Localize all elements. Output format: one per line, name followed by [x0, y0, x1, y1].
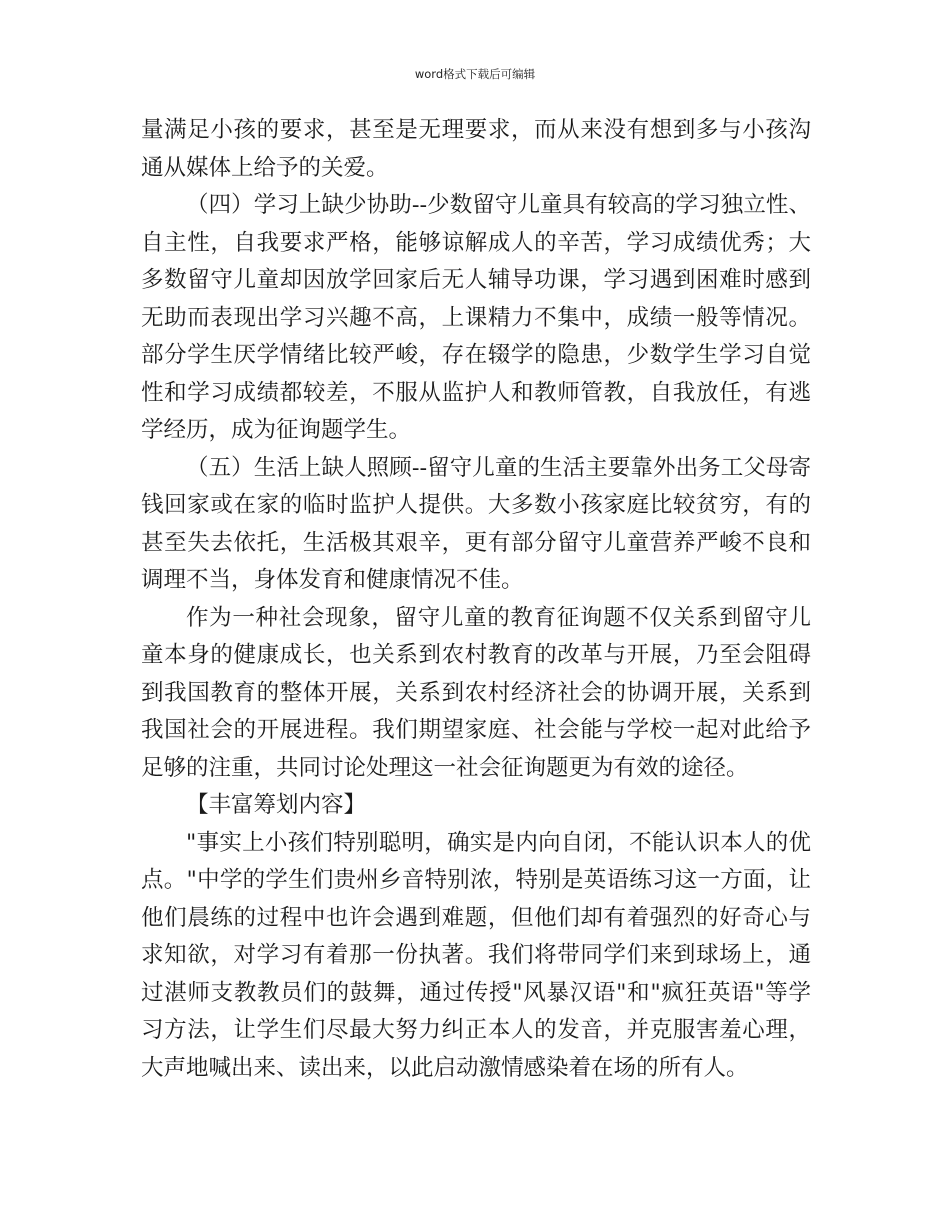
- paragraph-social-phenomenon: 作为一种社会现象，留守儿童的教育征询题不仅关系到留守儿童本身的健康成长，也关系到农村教育的改革与开展，乃至会阻碍到我国教育的整体开展，关系到农村经济社会的协调开展，关系到我国社会的开展进程。我们期望家庭、社会能与学校一起对此给予足够的注重，共同讨论处理这一社会征询题更为有效的途径。: [141, 604, 811, 781]
- paragraph-life-care: （五）生活上缺人照顾--留守儿童的生活主要靠外出务工父母寄钱回家或在家的临时监护人提供。大多数小孩家庭比较贫穷，有的甚至失去依托，生活极其艰辛，更有部分留守儿童营养严峻不良和调理不当，身体发育和健康情况不佳。: [141, 454, 811, 593]
- paragraph-study-support: （四）学习上缺少协助--少数留守儿童具有较高的学习独立性、自主性，自我要求严格，能够谅解成人的辛苦，学习成绩优秀；大多数留守儿童却因放学回家后无人辅导功课，学习遇到困难时感到无助而表现出学习兴趣不高，上课精力不集中，成绩一般等情况。部分学生厌学情绪比较严峻，存在辍学的隐患，少数学生学习自觉性和学习成绩都较差，不服从监护人和教师管教，自我放任，有逃学经历，成为征询题学生。: [141, 192, 811, 443]
- document-body: [141, 112, 811, 1087]
- page-header: word格式下载后可编辑: [414, 67, 536, 81]
- section-heading: 【丰富筹划内容】: [186, 792, 367, 818]
- paragraph-continuation: 量满足小孩的要求，甚至是无理要求，而从来没有想到多与小孩沟通从媒体上给予的关爱。: [141, 117, 811, 181]
- paragraph-plan-content: "事实上小孩们特别聪明，确实是内向自闭，不能认识本人的优点。"中学的学生们贵州乡音特别浓，特别是英语练习这一方面，让他们晨练的过程中也许会遇到难题，但他们却有着强烈的好奇心与求知欲，对学习有着那一份执著。我们将带同学们来到球场上，通过湛师支教教员们的鼓舞，通过传授"风暴汉语"和"疯狂英语"等学习方法，让学生们尽最大努力纠正本人的发音，并克服害羞心理，大声地喊出来、读出来，以此启动激情感染着在场的所有人。: [141, 829, 811, 1081]
